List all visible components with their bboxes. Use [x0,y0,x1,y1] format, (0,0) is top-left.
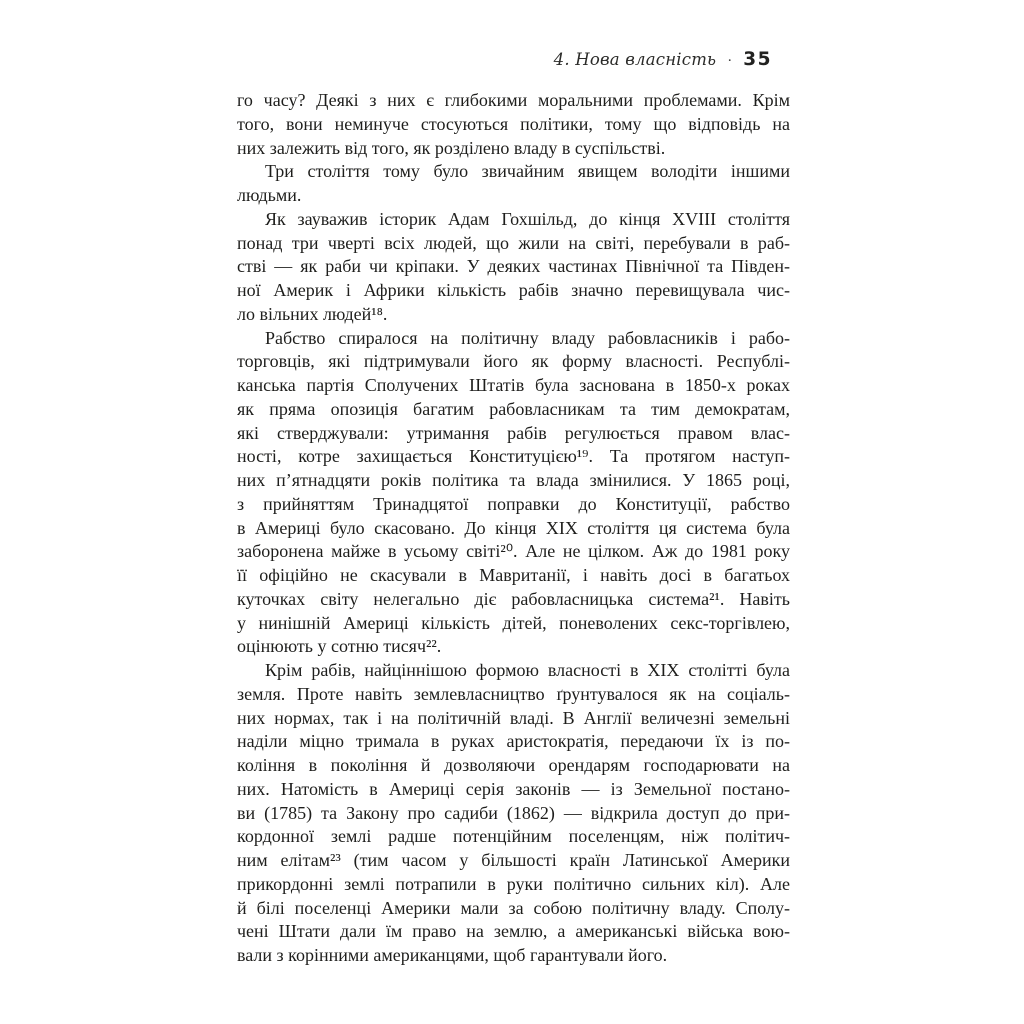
text-line: ло вільних людей¹⁸. [237,303,388,324]
text-line: які стверджували: утримання рабів регулюється правом влас- [237,422,790,443]
text-line: земля. Проте навіть землевласництво ґрунтувалося як на соціаль- [237,683,790,704]
text-line: ності, котре захищається Конституцією¹⁹. Та протягом наступ- [237,446,790,467]
text-line: людьми. [237,185,302,205]
text-line: стві — як раби чи кріпаки. У деяких частинах Північної та Півден- [237,256,790,277]
text-line: ви (1785) та Закону про садиби (1862) — відкрила доступ до при- [237,802,790,823]
page-header [554,49,772,70]
text-line: того, вони неминуче стосуються політики, тому що відповідь на [237,113,790,134]
page-number: 35 [743,49,772,70]
text-line: них залежить від того, як розділено владу в суспільстві. [237,137,666,158]
text-line: оцінюють у сотню тисяч²². [237,636,442,657]
text-line: Крім рабів, найціннішою формою власності в XIX столітті була [265,660,790,680]
text-line: понад три чверті всіх людей, що жили на світі, перебували в раб- [237,232,790,253]
body-text [237,89,790,968]
header-separator: · [727,53,733,69]
text-line: них п’ятнадцяти років політика та влада змінилися. У 1865 році, [237,470,790,490]
paragraph [237,89,790,160]
text-line: них нормах, так і на політичній владі. В Англії величезні земельні [237,707,790,728]
text-line: чені Штати дали їм право на землю, а американські війська вою- [237,921,790,942]
text-line: го часу? Деякі з них є глибокими моральними проблемами. Крім [237,90,790,110]
text-line: торговців, які підтримували його як форму власності. Республі- [237,351,790,372]
text-line: як пряма опозиція багатим рабовласникам та тим демократам, [237,398,790,419]
text-line: Як зауважив історик Адам Гохшільд, до кінця XVIII століття [265,208,790,229]
text-line: коління в покоління й дозволяючи орендарям господарювати на [237,755,790,775]
text-line: в Америці було скасовано. До кінця XIX століття ця система була [237,517,790,538]
text-line: її офіційно не скасували в Мавританії, і навіть досі в багатьох [237,565,790,585]
text-line: наділи міцно тримала в руках аристократія, передаючи їх із по- [237,731,790,752]
text-line: у нинішній Америці кількість дітей, поневолених секс-торгівлею, [237,612,790,633]
text-line: канська партія Сполучених Штатів була заснована в 1850-х роках [237,375,790,395]
chapter-title: 4. Нова власність [553,50,717,69]
text-line: вали з корінними американцями, щоб гарантували його. [237,945,668,965]
text-line: них. Натомість в Америці серія законів — із Земельної постано- [237,778,790,799]
text-line: Три століття тому було звичайним явищем володіти іншими [265,161,790,182]
paragraph [237,160,790,208]
paragraph [237,327,790,660]
text-line: заборонена майже в усьому світі²⁰. Але не цілком. Аж до 1981 року [237,541,790,562]
paragraph [237,659,790,968]
text-line: з прийняттям Тринадцятої поправки до Конституції, рабство [237,493,790,514]
text-line: прикордонні землі потрапили в руки політично сильних кіл). Але [237,873,790,894]
text-line: й білі поселенці Америки мали за собою політичну владу. Сполу- [237,897,790,918]
text-line: Рабство спиралося на політичну владу рабовласників і рабо- [265,327,790,348]
paragraph [237,208,790,327]
text-line: ної Америк і Африки кількість рабів значно перевищувала чис- [237,280,790,300]
text-line: ним елітам²³ (тим часом у більшості країн Латинської Америки [237,850,790,870]
text-line: куточках світу нелегально діє рабовласницька система²¹. Навіть [237,588,790,609]
text-line: кордонної землі радше потенційним поселенцям, ніж політич- [237,826,790,847]
